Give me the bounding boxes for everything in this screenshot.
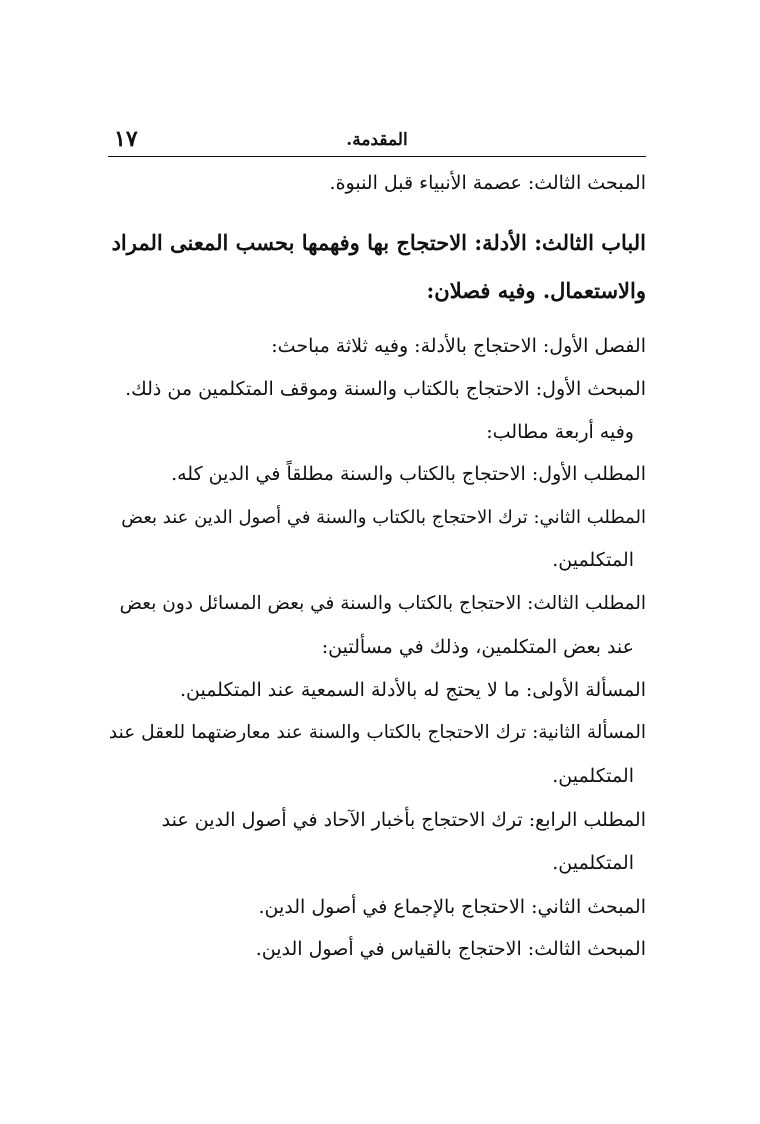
toc-line: المطلب الأول: الاحتجاج بالكتاب والسنة مطلقاً في الدين كله. <box>171 463 646 485</box>
toc-line: المبحث الثالث: الاحتجاج بالقياس في أصول الدين. <box>255 938 646 960</box>
toc-line: المبحث الثاني: الاحتجاج بالإجماع في أصول الدين. <box>258 896 646 918</box>
toc-line: المطلب الرابع: ترك الاحتجاج بأخبار الآحاد في أصول الدين عند <box>161 809 646 831</box>
toc-line: المطلب الثاني: ترك الاحتجاج بالكتاب والسنة في أصول الدين عند بعض <box>121 507 646 528</box>
chapter-heading-line-1: الباب الثالث: الأدلة: الاحتجاج بها وفهمها بحسب المعنى المراد <box>111 230 646 255</box>
running-header <box>108 128 646 157</box>
chapter-heading-line-2: والاستعمال. وفيه فصلان: <box>426 278 646 303</box>
toc-line: الفصل الأول: الاحتجاج بالأدلة: وفيه ثلاثة مباحث: <box>271 335 646 357</box>
toc-line-continuation: وفيه أربعة مطالب: <box>486 421 634 443</box>
toc-line: المسألة الثانية: ترك الاحتجاج بالكتاب والسنة عند معارضتهما للعقل عند <box>108 722 646 743</box>
running-title: المقدمة. <box>346 130 408 150</box>
toc-line: المطلب الثالث: الاحتجاج بالكتاب والسنة في بعض المسائل دون بعض <box>119 593 646 614</box>
toc-line: المسألة الأولى: ما لا يحتج له بالأدلة السمعية عند المتكلمين. <box>179 679 646 701</box>
toc-line: المبحث الثالث: عصمة الأنبياء قبل النبوة. <box>329 172 646 194</box>
page-number: ١٧ <box>114 126 138 152</box>
toc-line-continuation: عند بعض المتكلمين، وذلك في مسألتين: <box>321 636 634 658</box>
toc-line-continuation: المتكلمين. <box>552 765 634 787</box>
toc-line-continuation: المتكلمين. <box>552 549 634 571</box>
toc-line-continuation: المتكلمين. <box>552 852 634 874</box>
toc-line: المبحث الأول: الاحتجاج بالكتاب والسنة وموقف المتكلمين من ذلك. <box>125 378 646 400</box>
